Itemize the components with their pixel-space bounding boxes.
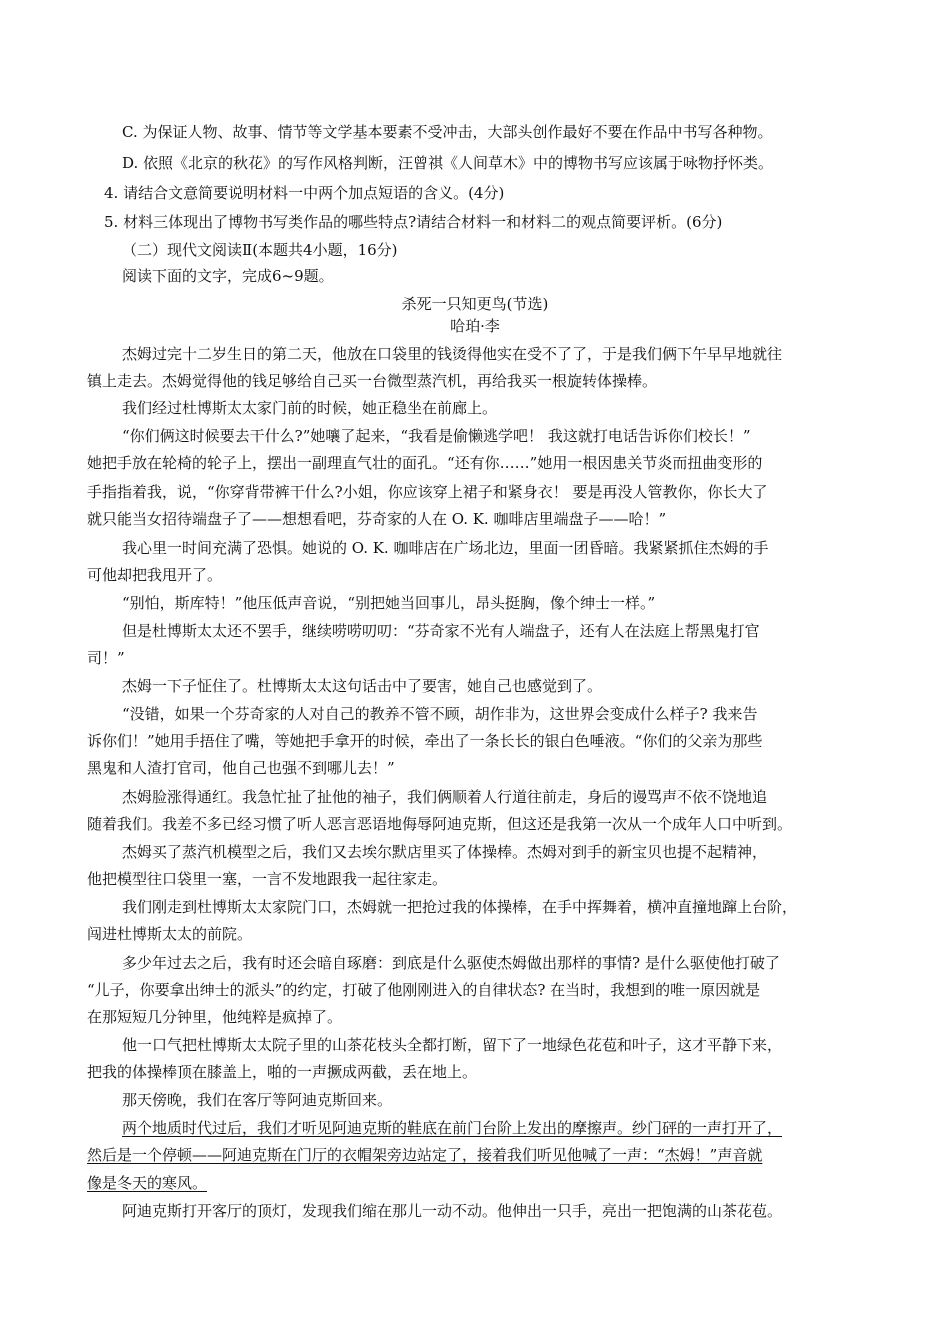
passage-line: 我心里一时间充满了恐惧。她说的 O. K. 咖啡店在广场北边，里面一团昏暗。我紧紧抓住杰姆的手	[122, 539, 769, 557]
passage-line: 他一口气把杜博斯太太院子里的山茶花枝头全都打断，留下了一地绿色花苞和叶子，这才平静下来，	[122, 1036, 783, 1054]
section-instruction: 阅读下面的文字，完成6~9题。	[122, 267, 334, 285]
passage-line: 镇上走去。杰姆觉得他的钱足够给自己买一台微型蒸汽机，再给我买一根旋转体操棒。	[87, 372, 658, 390]
passage-line: 我们刚走到杜博斯太太家院门口，杰姆就一把抢过我的体操棒，在手中挥舞着，横冲直撞地蹿上台阶，	[122, 898, 798, 916]
passage-line: 阿迪克斯打开客厅的顶灯，发现我们缩在那儿一动不动。他伸出一只手，亮出一把饱满的山茶花苞。	[122, 1202, 783, 1220]
underlined-passage-line: 然后是一个停顿——阿迪克斯在门厅的衣帽架旁边站定了，接着我们听见他喊了一声：“杰姆！”声音就	[87, 1146, 763, 1164]
passage-line: “儿子，你要拿出绅士的派头”的约定，打破了他刚刚进入的自律状态? 在当时，我想到的唯一原因就是	[87, 981, 761, 999]
passage-line: 随着我们。我差不多已经习惯了听人恶言恶语地侮辱阿迪克斯，但这还是我第一次从一个成年人口中听到。	[87, 815, 793, 833]
question-5: 5. 材料三体现出了博物书写类作品的哪些特点?请结合材料一和材料二的观点简要评析。(6分)	[104, 213, 723, 231]
passage-line: 就只能当女招待端盘子了——想想看吧，芬奇家的人在 O. K. 咖啡店里端盘子——哈！”	[87, 510, 667, 528]
underlined-passage-line: 像是冬天的寒风。	[87, 1174, 208, 1192]
option-c: C. 为保证人物、故事、情节等文学基本要素不受冲击，大部头创作最好不要在作品中书写各种物。	[122, 123, 773, 141]
passage-line: 闯进杜博斯太太的前院。	[87, 925, 253, 943]
passage-line: “你们俩这时候要去干什么?”她嚷了起来，“我看是偷懒逃学吧！ 我这就打电话告诉你们校长！”	[122, 427, 751, 445]
passage-line: 把我的体操棒顶在膝盖上，啪的一声撅成两截，丢在地上。	[87, 1063, 478, 1081]
passage-line: “别怕，斯库特！”他压低声音说，“别把她当回事儿，昂头挺胸，像个绅士一样。”	[122, 594, 656, 612]
passage-line: 多少年过去之后，我有时还会暗自琢磨：到底是什么驱使杰姆做出那样的事情? 是什么驱使他打破了	[122, 954, 780, 972]
passage-line: 手指指着我，说，“你穿背带裤干什么?小姐，你应该穿上裙子和紧身衣！ 要是再没人管教你，你长大了	[87, 483, 768, 501]
passage-line: 杰姆一下子怔住了。杜博斯太太这句话击中了要害，她自己也感觉到了。	[122, 677, 603, 695]
passage-line: 但是杜博斯太太还不罢手，继续唠唠叨叨：“芬奇家不光有人端盘子，还有人在法庭上帮黑鬼打官	[122, 622, 760, 640]
passage-line: 杰姆过完十二岁生日的第二天，他放在口袋里的钱烫得他实在受不了了，于是我们俩下午早早地就往	[122, 345, 783, 363]
passage-line: 那天傍晚，我们在客厅等阿迪克斯回来。	[122, 1091, 393, 1109]
passage-line: 司！”	[87, 649, 125, 667]
passage-line: 杰姆买了蒸汽机模型之后，我们又去埃尔默店里买了体操棒。杰姆对到手的新宝贝也提不起精神，	[122, 843, 768, 861]
passage-line: 她把手放在轮椅的轮子上，摆出一副理直气壮的面孔。“还有你……”她用一根因患关节炎而扭曲变形的	[87, 454, 763, 472]
passage-author: 哈珀·李	[450, 317, 500, 335]
passage-line: 可他却把我甩开了。	[87, 566, 223, 584]
option-d: D. 依照《北京的秋花》的写作风格判断，汪曾祺《人间草木》中的博物书写应该属于咏物抒怀类。	[122, 154, 774, 172]
underlined-passage-line: 两个地质时代过后，我们才听见阿迪克斯的鞋底在前门台阶上发出的摩擦声。纱门砰的一声打开了，	[122, 1119, 783, 1137]
question-4: 4. 请结合文意简要说明材料一中两个加点短语的含义。(4分)	[104, 184, 505, 202]
passage-line: 黑鬼和人渣打官司，他自己也强不到哪儿去！”	[87, 759, 395, 777]
passage-line: 诉你们！”她用手捂住了嘴，等她把手拿开的时候，牵出了一条长长的银白色唾液。“你们的父亲为那些	[87, 732, 763, 750]
passage-line: “没错，如果一个芬奇家的人对自己的教养不管不顾，胡作非为，这世界会变成什么样子? 我来告	[122, 705, 758, 723]
passage-line: 我们经过杜博斯太太家门前的时候，她正稳坐在前廊上。	[122, 399, 498, 417]
passage-line: 在那短短几分钟里，他纯粹是疯掉了。	[87, 1008, 343, 1026]
passage-title: 杀死一只知更鸟(节选)	[401, 295, 549, 313]
section-heading: （二）现代文阅读Ⅱ(本题共4小题，16分)	[122, 241, 398, 259]
passage-line: 杰姆脸涨得通红。我急忙扯了扯他的袖子，我们俩顺着人行道往前走，身后的谩骂声不依不饶地追	[122, 788, 768, 806]
passage-line: 他把模型往口袋里一塞，一言不发地跟我一起往家走。	[87, 870, 448, 888]
